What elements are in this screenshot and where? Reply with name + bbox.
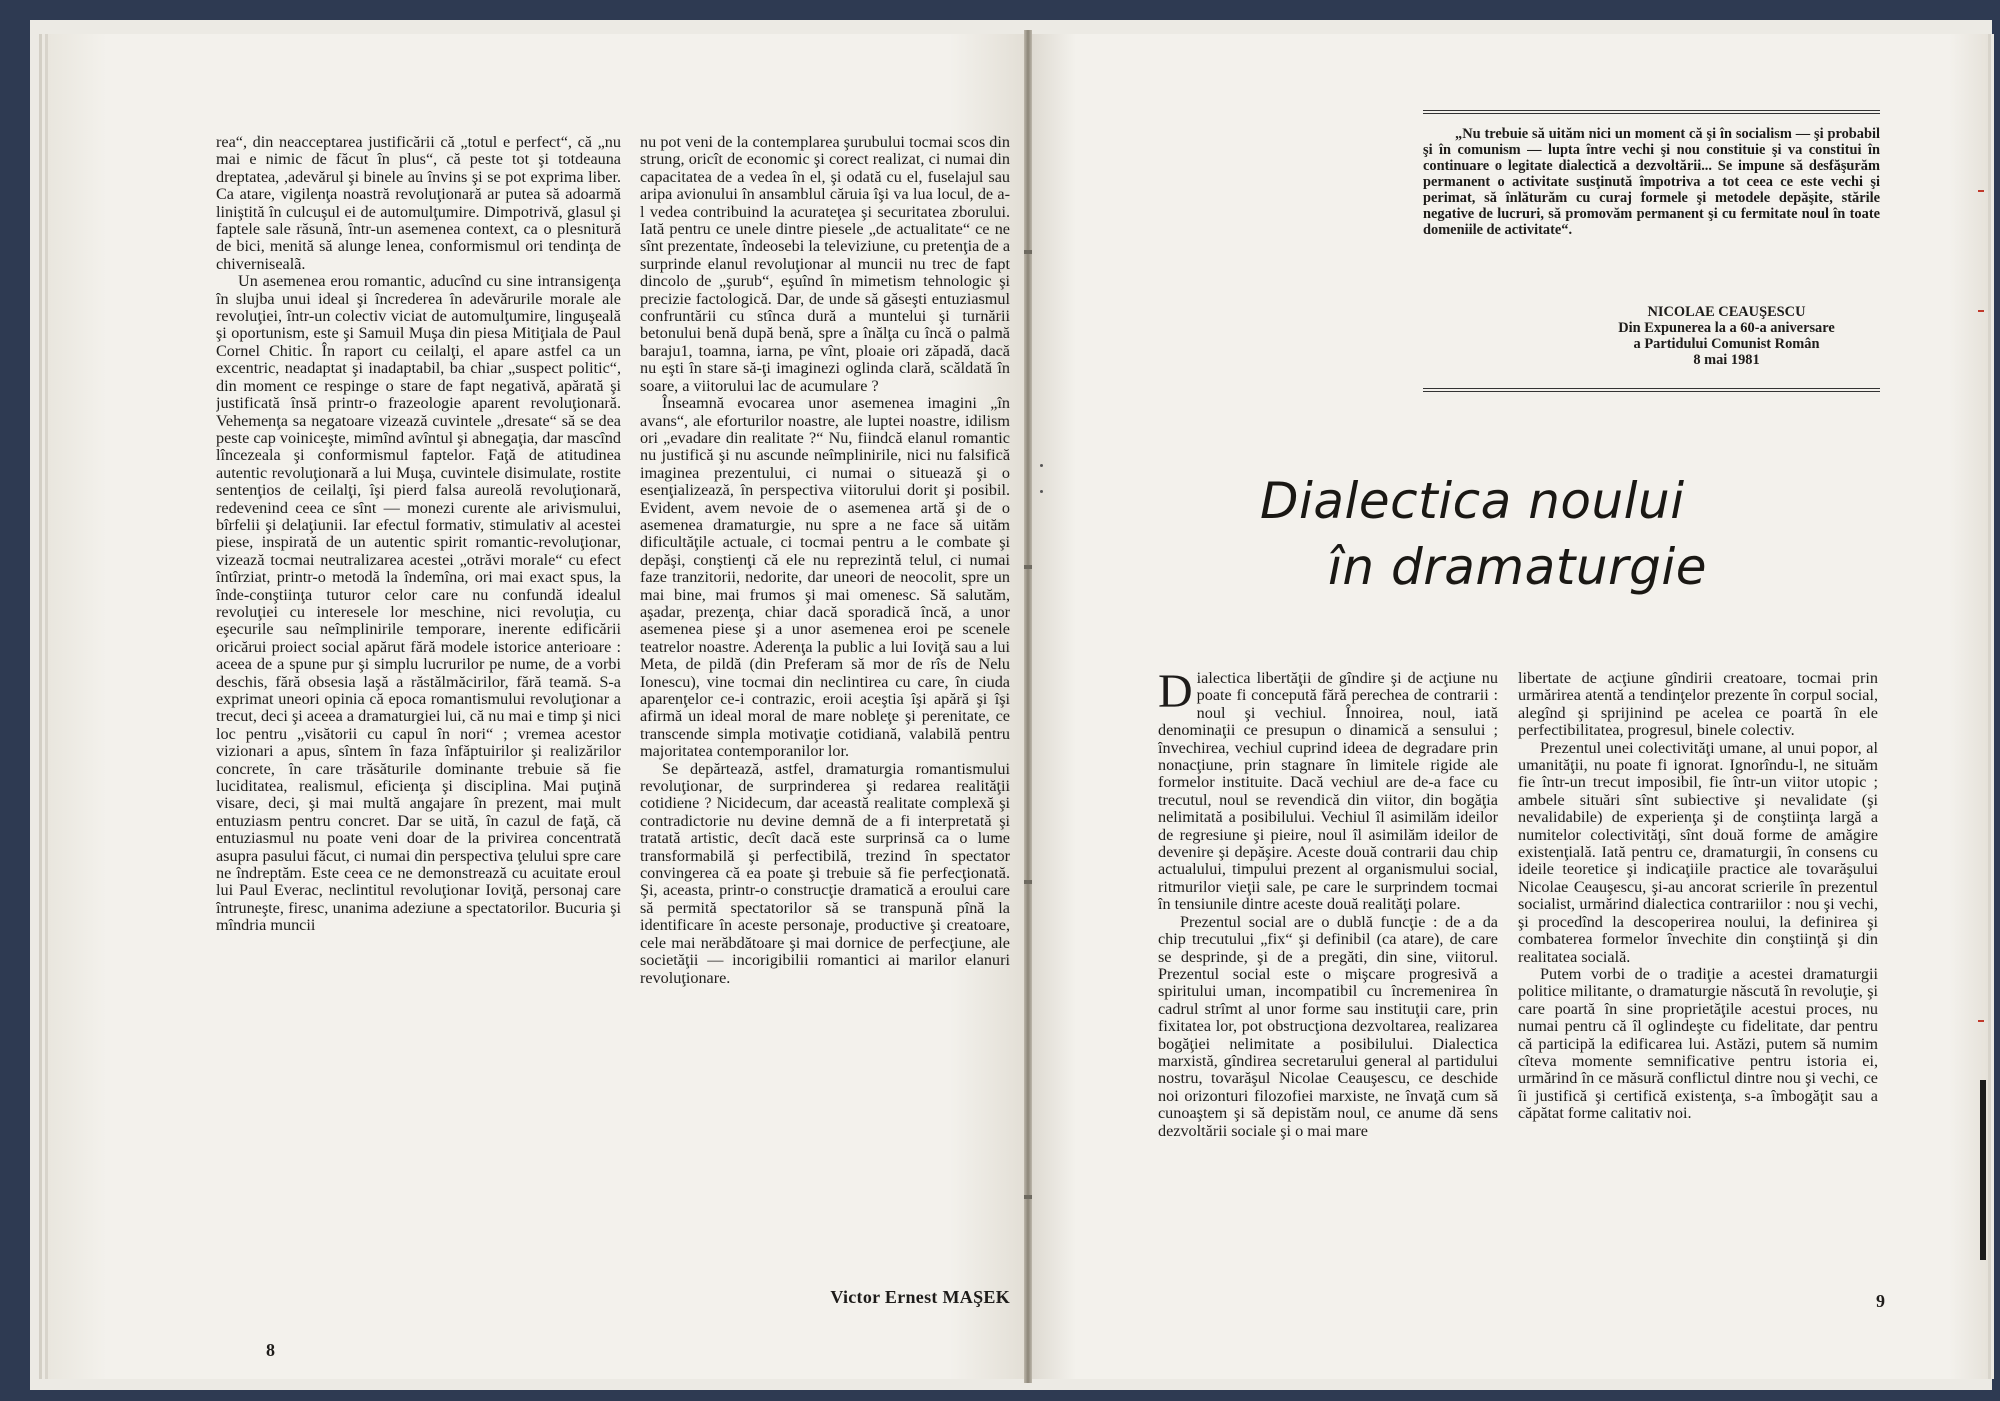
article-title	[1260, 468, 1760, 600]
paragraph-text: ialectica libertăţii de gîndire şi de acţiune nu poate fi concepută fără perechea de contrarii : noul şi vechiul. Înnoirea, noul, iată denominaţii ce presupun o dinamică a sensului ; învechirea, vechiul cuprind ideea de degradare prin nonacţiune, prin stagnare în limitele rigide ale formelor instituite. Dacă vechiul are de-a face cu trecutul, noul se revendică din viitor, din bogăţia nelimitată a posibilului. Vechiul îl asimilăm ideilor de regresiune şi pieire, noul îl asimilăm ideilor de devenire şi depăşire. Aceste două contrarii dau chip actualului, timpului prezent al organismului social, ritmurilor vieţii sale, pe care le surprindem tocmai în tensiunile dintre aceste două realităţi polare.	[1158, 670, 1498, 914]
binding-stitch	[1024, 880, 1032, 884]
right-page-column-1	[1158, 670, 1498, 1290]
epigraph-quote: „Nu trebuie să uităm nici un moment că şi în socialism — şi probabil şi în comunism — lupta între vechi şi nou constituie şi va constitui în continuare o legitate dialectică a dezvoltării... Se impune să desfăşurăm permanent o activitate susţinută împotriva a tot ceea ce este vechi şi perimat, să înlăturăm cu curaj formele şi metodele depăşite, stările negative de lucruri, să promovăm permanent şi cu fermitate noul în toate domeniile de activitate“.	[1423, 126, 1880, 238]
page-number-left: 8	[266, 1340, 275, 1360]
paragraph	[1158, 670, 1498, 914]
paragraph: nu pot veni de la contemplarea şurubului tocmai scos din strung, oricît de economic şi corect realizat, ci numai din capacitatea de a vedea în el, şi odată cu el, fuselajul sau aripa avionului în ansamblul căruia îşi va lua locul, de a-l vedea contribuind la acurateţea şi securitatea zborului. Iată pentru ce unele dintre piesele „de actualitate“ ce ne sînt prezentate, îndeosebi la televiziune, cu pretenţia de a surprinde elanul revoluţionar al muncii nu trec de fapt dincolo de „şurub“, eşuînd în mimetism tehnologic şi precizie factologică. Dar, de unde să găseşti entuziasmul confruntării cu stînca dură a muntelui şi turnării betonului benă după benă, spre a înălţa cu încă o palmă baraju1, toamna, iarna, pe vînt, ploaie ori zăpadă, dacă nu eşti în stare să-ţi imaginezi oglinda clară, scăldată în soare, a viitorului lac de acumulare ?	[640, 134, 1010, 395]
paragraph: Prezentul unei colectivităţi umane, al unui popor, al umanităţii, nu poate fi ignorat. Ignorîndu-l, ne situăm fie într-un trecut imposibil, fie într-un viitor utopic ; ambele situări sînt subiective şi nevalidate (şi nevalidabile) de experienţa şi de conştiinţa largă a numitelor colectivităţi, sînt două forme de amăgire existenţială. Iată pentru ce, dramaturgii, în consens cu ideile teoretice şi indicaţiile practice ale tovarăşului Nicolae Ceauşescu, şi-au ancorat scrierile în prezentul socialist, urmărind dialectica contrariilor : nou şi vechi, şi procedînd la descoperirea noului, la definirea şi combaterea formelor învechite din conştiinţă şi din realitatea socială.	[1518, 738, 1878, 966]
epigraph-date: 8 mai 1981	[1693, 352, 1760, 368]
page-number-right: 9	[1876, 1291, 1885, 1311]
epigraph-source-line-1: Din Expunerea la a 60-a aniversare	[1618, 320, 1835, 336]
left-page-column-2	[640, 134, 1010, 1264]
paragraph: libertate de acţiune gîndirii creatoare, tocmai prin urmărirea atentă a tendinţelor prezente în corpul social, alegînd şi sprijinind pe acelea ce poartă în ele perfectibilitatea, progresul, binele colectiv.	[1518, 670, 1878, 740]
left-page-column-1	[216, 134, 621, 1314]
book-gutter	[1024, 30, 1032, 1383]
paragraph: Înseamnă evocarea unor asemenea imagini „în avans“, ale eforturilor noastre, ale luptei noastre, idilism ori „evadare din realitate ?“ Nu, fiindcă elanul romantic nu justifică şi nu ascunde neîmplinirile, nici nu falsifică imaginea prezentului, ci numai o situează şi o esenţializează, în perspectiva viitorului dorit şi posibil. Evident, avem nevoie de o asemenea artă şi de o asemenea dramaturgie, nu spre a ne face să uităm dificultăţile actuale, ci tocmai pentru a le combate şi depăşi, conştienţi că ele nu reprezintă telul, ci numai faze tranzitorii, nedorite, dar uneori de neocolit, spre un mai bine, mai frumos şi mai omenesc. Să salutăm, aşadar, prezenţa, chiar dacă sporadică încă, a unor asemenea piese şi a unor asemenea eroi pe scenele teatrelor noastre. Aderenţa la public a lui Ioviţă sau a lui Meta, de pildă (din Preferam să mor de rîs de Nelu Ionescu), vine tocmai din neclintirea cu care, în ciuda aparenţelor ce-i contrazic, eroii aceştia îşi apără şi îşi afirmă un ideal moral de mare nobleţe şi perenitate, ce transcende simpla motivaţie cotidiană, valabilă pentru majoritatea contemporanilor lor.	[640, 394, 1010, 761]
paragraph: Prezentul social are o dublă funcţie : de a da chip trecutului „fix“ şi definibil (ca atare), de care se desprinde, şi de a pregăti, din sine, viitorul. Prezentul social este o mişcare progresivă a spiritului uman, incompatibil cu încremenirea în cadrul strîmt al unor forme sau instituţii care, prin fixitatea lor, pot obstrucţiona dezvoltarea, realizarea bogăţiei nelimitate a posibilului. Dialectica marxistă, gîndirea secretarului general al partidului nostru, tovarăşul Nicolae Ceauşescu, ce deschide noi orizonturi filozofiei marxiste, ne învaţă cum să cunoaştem şi să depistăm noul, ce anume dă sens dezvoltării sociale şi o mai mare	[1158, 912, 1498, 1140]
left-page	[48, 34, 1028, 1379]
page-edge-mark	[1978, 190, 1984, 192]
epigraph-rule-top	[1423, 110, 1880, 114]
right-page-column-2	[1518, 670, 1878, 1290]
drop-cap: D	[1158, 670, 1193, 718]
author-signature: Victor Ernest MAŞEK	[830, 1287, 1010, 1307]
page-edge-mark	[1978, 310, 1984, 312]
binding-stitch	[1024, 250, 1032, 254]
article-title-line-1: Dialectica noului	[1260, 472, 1685, 530]
paragraph: rea“, din neacceptarea justificării că „totul e perfect“, că „nu mai e nimic de făcut în plus“, că peste tot şi totdeauna dreptatea, ,adevărul şi binele au învins şi se pot exprima liber. Ca atare, vigilenţa noastră revoluţionară ar putea să adoarmă liniştită în culcuşul ei de automulţumire. Dimpotrivă, glasul şi faptele sale răsună, într-un asemenea context, ca o plesnitură de bici, menită să alunge lenea, conformismul ori tendinţa de chivernisealã.	[216, 134, 621, 273]
epigraph-source-line-2: a Partidului Comunist Român	[1633, 336, 1820, 352]
binding-stitch	[1024, 1195, 1032, 1199]
magazine-spread	[30, 20, 1992, 1390]
epigraph-rule-bottom	[1423, 388, 1880, 392]
page-edge-mark	[1978, 1020, 1984, 1022]
article-title-line-2: în dramaturgie	[1328, 538, 1707, 596]
paragraph: Se depărtează, astfel, dramaturgia romantismului revoluţionar, de surprinderea şi redarea realităţii cotidiene ? Nicidecum, dar această realitate complexă şi contradictorie nu devine demnă de a fi interpretată şi tratată artistic, decît dacă este surprinsă ca o lume transformabilă şi perfectibilă, trezind în spectator convingerea că ea poate şi trebuie să fie perfecţionată. Şi, aceasta, printr-o construcţie dramatică a eroului care să permită spectatorilor să se transpună pînă la identificare în aceste personaje, productive şi creatoare, cele mai nerăbdătoare şi mai dornice de perfecţiune, ale societăţii — incorigibilii romantici ai marilor elanuri revoluţionare.	[640, 759, 1010, 987]
margin-mark	[1040, 464, 1043, 467]
paragraph: Putem vorbi de o tradiţie a acestei dramaturgii politice militante, o dramaturgie născută în revoluţie, şi care poartă în sine proprietăţile acestui proces, nu numai pentru că îl oglindeşte cu fidelitate, dar pentru că participă la edificarea lui. Astăzi, putem să numim cîteva momente semnificative pentru istoria ei, urmărind în ce măsură conflictul dintre nou şi vechi, ce îi justifică şi certifică existenţa, s-a îmbogăţit sau a căpătat forme calitativ noi.	[1518, 964, 1878, 1123]
epigraph-attribution	[1423, 304, 1880, 368]
paragraph: Un asemenea erou romantic, aducînd cu sine intransigenţa în slujba unui ideal şi încrederea în adevărurile morale ale revoluţiei, într-un colectiv viciat de automulţumire, linguşeală şi oportunism, este şi Samuil Muşa din piesa Mitiţiala de Paul Cornel Chitic. În raport cu ceilalţi, el apare astfel ca un excentric, neadaptat şi inadaptabil, ba chiar „suspect politic“, din moment ce respinge o stare de fapt negativă, apărată şi justificată însă printr-o frazeologie aparent revoluţionară. Vehemenţa sa negatoare vizează cuvintele „dresate“ să se dea peste cap voiniceşte, mimînd avîntul şi abnegaţia, dar mascînd lîncezeala şi conformismul faptelor. Faţă de atitudinea autentic revoluţionară a lui Muşa, cuvintele disimulate, rostite sentenţios de ceilalţi, îşi pierd falsa aureolă revoluţionară, redevenind ceea ce sînt — monezi curente ale arivismului, bîrfelii şi delaţiunii. Iar efectul formativ, stimulativ al acestei piese, inspirată de un autentic spirit romantic-revoluţionar, vizează tocmai neutralizarea acestei „otrăvi morale“ cu efect întîrziat, printr-o metodă la îndemîna, ori mai exact spus, la înde-conştiinţa tuturor celor care nu confundă idealul revoluţiei cu interesele lor meschine, nici revoluţia, cu eşecurile sau neîmplinirile temporare, inerente edificării oricărui proiect social apărut fără modele istorice anterioare : aceea de a spune pur şi simplu lucrurilor pe nume, de a vorbi deschis, fără obsesia laşă a răstălmăcirilor, fără teamă. S-a exprimat uneori opinia că epoca romantismului revoluţionar a trecut, deci şi aceea a dramaturgiei lui, că nu mai e timp şi nici loc pentru „visătorii cu capul în nori“ ; vremea acestor vizionari a apus, sîntem în faza înfăptuirilor şi realizărilor concrete, în care trăsăturile dominante trebuie să fie luciditatea, realismul, eficienţa şi disciplina. Mai puţină visare, deci, şi mai multă angajare în prezent, mai mult entuziasm pentru concret. Dar se uită, în cazul de faţă, că entuziasmul nu poate veni doar de la privirea concentrată asupra pasului făcut, ci numai din perspectiva ţelului spre care ne îndreptăm. Este ceea ce ne demonstrează cu acuitate eroul lui Paul Everac, neclintitul revoluţionar Ioviţă, personaj care întruneşte, firesc, unanima adeziune a spectatorilor. Bucuria şi mîndria muncii	[216, 272, 621, 935]
margin-mark	[1040, 490, 1043, 493]
epigraph-author: NICOLAE CEAUŞESCU	[1647, 304, 1806, 320]
page-edge-tab	[1980, 1080, 1986, 1260]
binding-stitch	[1024, 565, 1032, 569]
